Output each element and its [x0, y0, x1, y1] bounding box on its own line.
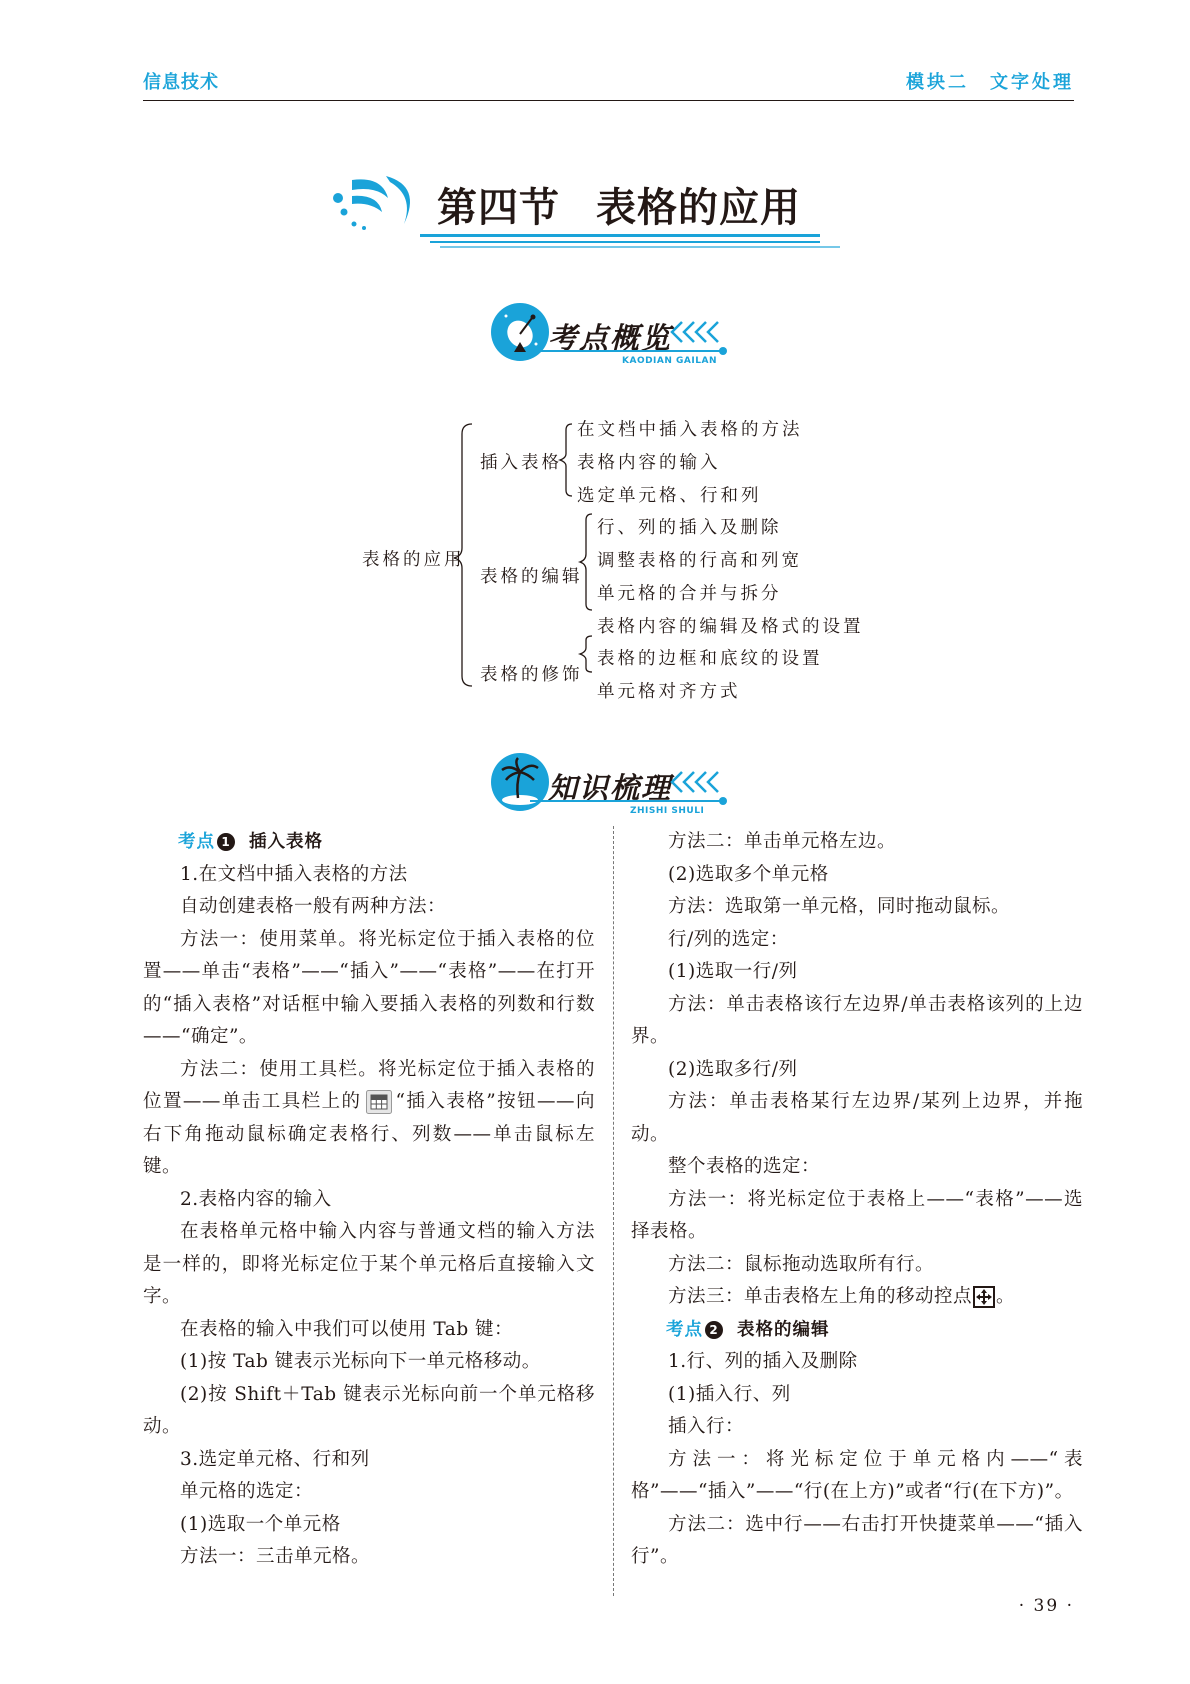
paragraph-text: “插入表格”按钮——向右下角拖动鼠标确定表格行、列数——单击鼠标左键。: [143, 1091, 595, 1177]
section-number: 第四节: [437, 184, 560, 231]
paragraph: 方法一：将光标定位于表格上——“表格”——选择表格。: [631, 1188, 1083, 1242]
badge-kaodian-gailan: [490, 302, 740, 372]
badge2-dotline: [530, 796, 730, 806]
paragraph: 插入行：: [668, 1416, 745, 1437]
kaodian-heading: [143, 826, 595, 859]
insert-table-icon: [366, 1090, 392, 1114]
paragraph: [631, 1281, 1083, 1314]
paragraph: (2)按 Shift＋Tab 键表示光标向前一个单元格移动。: [143, 1383, 595, 1437]
column-divider: [613, 826, 614, 1596]
paragraph: 方法二：鼠标拖动选取所有行。: [668, 1253, 935, 1275]
outline-item: 单元格的合并与拆分: [597, 584, 782, 604]
paragraph: 方法一：三击单元格。: [180, 1546, 371, 1567]
paragraph: 方法二：选中行——右击打开快捷菜单——“插入行”。: [631, 1513, 1083, 1567]
outline-item: 选定单元格、行和列: [577, 486, 762, 506]
chevrons-icon: [670, 320, 730, 344]
move-handle-icon: [973, 1286, 995, 1308]
badge1-dotline: [530, 346, 730, 356]
paragraph: [143, 1054, 595, 1184]
paragraph: 方法一：将光标定位于单元格内——“表格”——“插入”——“行(在上方)”或者“行(在下方)”。: [631, 1448, 1083, 1502]
paragraph-text: 。: [996, 1286, 1016, 1307]
paragraph: 行/列的选定：: [668, 928, 789, 950]
left-column: [143, 826, 595, 1574]
badge1-subtitle: KAODIAN GAILAN: [622, 356, 717, 366]
paragraph: 方法一：使用菜单。将光标定位于插入表格的位置——单击“表格”——“插入”——“表格”——在打开的“插入表格”对话框中输入要插入表格的列数和行数——“确定”。: [143, 928, 595, 1047]
outline-item: 调整表格的行高和列宽: [597, 551, 802, 571]
outline-item: 单元格对齐方式: [597, 682, 741, 702]
paragraph: 3.选定单元格、行和列: [180, 1448, 370, 1470]
paragraph: 自动创建表格一般有两种方法：: [180, 896, 447, 917]
outline-item: 行、列的插入及删除: [597, 518, 782, 538]
outline-item: 表格内容的编辑及格式的设置: [597, 617, 864, 637]
paragraph: 方法：单击表格某行左边界/某列上边界，并拖动。: [631, 1091, 1083, 1145]
outline-item: 表格的边框和底纹的设置: [597, 649, 823, 669]
paragraph: 整个表格的选定：: [668, 1156, 821, 1177]
badge1-title: 考点概览: [548, 321, 673, 355]
outline-item: 表格内容的输入: [577, 453, 721, 473]
outline-item: 在文档中插入表格的方法: [577, 420, 803, 440]
header-rule: [143, 100, 1074, 101]
paragraph: (1)按 Tab 键表示光标向下一单元格移动。: [180, 1351, 541, 1372]
outline-root: 表格的应用: [362, 550, 465, 570]
title-underline: [420, 232, 840, 254]
title-swoosh-icon: [330, 172, 430, 234]
kaodian-label: 考点: [178, 832, 215, 852]
outline-branch-label: 表格的修饰: [480, 665, 583, 685]
paragraph: 1.在文档中插入表格的方法: [180, 863, 408, 885]
running-header-module: 模块二 文字处理: [906, 72, 1074, 93]
outline-branch-label: 表格的编辑: [480, 567, 583, 587]
paragraph-text: 方法二：使用工具栏。将光标定位于插入表格的位置——单击工具栏上的: [143, 1058, 595, 1112]
paragraph: 方法：选取第一单元格，同时拖动鼠标。: [668, 896, 1011, 917]
chevrons-icon: [670, 770, 730, 794]
section-title: [437, 176, 801, 233]
kaodian-title: 插入表格: [249, 832, 323, 852]
kaodian-number: 2: [705, 1321, 723, 1339]
badge2-subtitle: ZHISHI SHULI: [630, 806, 705, 816]
kaodian-title: 表格的编辑: [737, 1319, 830, 1340]
badge-zhishi-shuli: [490, 752, 740, 822]
paragraph: 1.行、列的插入及删除: [668, 1351, 858, 1372]
paragraph: (2)选取多个单元格: [668, 863, 829, 885]
paragraph: 单元格的选定：: [180, 1481, 314, 1502]
outline-branch-label: 插入表格: [480, 453, 562, 473]
paragraph: 在表格单元格中输入内容与普通文档的输入方法是一样的，即将光标定位于某个单元格后直接输入文字。: [143, 1221, 595, 1307]
page-number: · 39 ·: [1018, 1596, 1074, 1616]
paragraph: (1)选取一行/列: [668, 961, 798, 982]
paragraph: 2.表格内容的输入: [180, 1188, 332, 1210]
right-column: [631, 826, 1083, 1574]
running-header-subject: 信息技术: [143, 72, 219, 93]
paragraph: 方法：单击表格该行左边界/单击表格该列的上边界。: [631, 993, 1083, 1047]
paragraph: 在表格的输入中我们可以使用 Tab 键：: [180, 1318, 514, 1340]
section-name: 表格的应用: [596, 184, 801, 231]
kaodian-heading: [631, 1314, 1083, 1347]
paragraph-text: 方法三：单击表格左上角的移动控点: [668, 1286, 973, 1307]
paragraph: (1)选取一个单元格: [180, 1513, 341, 1535]
paragraph: (1)插入行、列: [668, 1383, 791, 1405]
kaodian-number: 1: [217, 833, 235, 851]
paragraph: 方法二：单击单元格左边。: [668, 831, 897, 852]
badge2-title: 知识梳理: [548, 771, 673, 805]
kaodian-label: 考点: [666, 1319, 703, 1340]
paragraph: (2)选取多行/列: [668, 1058, 798, 1080]
